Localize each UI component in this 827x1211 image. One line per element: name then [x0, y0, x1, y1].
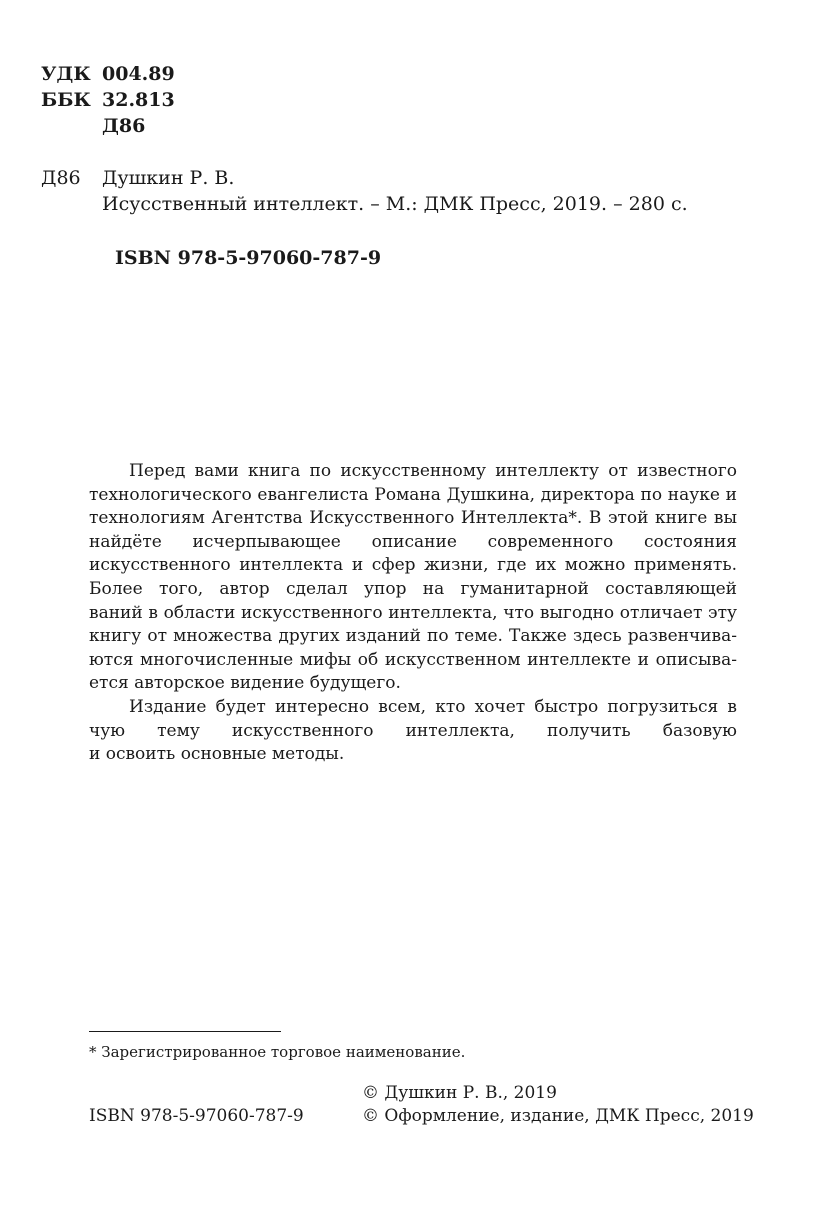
- abstract-line: и освоить основные методы.: [89, 744, 345, 765]
- abstract-line: технологического евангелиста Романа Душкина, директора по науке и: [89, 484, 737, 505]
- abstract-line: технологиям Агентства Искусственного Интеллекта*. В этой книге вы: [89, 508, 737, 529]
- abstract-line: ется авторское видение будущего.: [89, 673, 401, 694]
- author-mark-value: Д86: [102, 115, 146, 137]
- udk-value: 004.89: [102, 63, 175, 85]
- bbk-value: 32.813: [102, 89, 175, 111]
- footnote-rule: [89, 1031, 281, 1032]
- abstract-line: Издание будет интересно всем, кто хочет быстро погрузиться в: [129, 696, 737, 717]
- udk-code: УДК: [41, 63, 91, 85]
- entry-title: Исусственный интеллект. – М.: ДМК Пресс, 2019. – 280 с.: [102, 193, 688, 215]
- copyright-publisher: © Оформление, издание, ДМК Пресс, 2019: [362, 1106, 754, 1126]
- copyright-author: © Душкин Р. В., 2019: [362, 1083, 557, 1103]
- abstract-line: книгу от множества других изданий по теме. Также здесь развенчива-: [89, 626, 737, 647]
- footnote: * Зарегистрированное торговое наименование.: [89, 1043, 466, 1061]
- isbn-footer: ISBN 978-5-97060-787-9: [89, 1106, 304, 1126]
- entry-code: Д86: [41, 167, 81, 189]
- bbk-row: [41, 87, 181, 113]
- udk-row: [41, 61, 181, 87]
- abstract-line: найдёте исчерпывающее описание современного состояния: [89, 531, 737, 552]
- abstract-line: ваний в области искусственного интеллекта, что выгодно отличает эту: [89, 602, 737, 623]
- bbk-code: ББК: [41, 89, 91, 111]
- author-mark-row: [41, 113, 181, 139]
- abstract-line: чую тему искусственного интеллекта, получить базовую: [89, 720, 737, 741]
- abstract: [89, 460, 737, 767]
- abstract-line: Перед вами книга по искусственному интеллекту от известного: [129, 461, 737, 481]
- abstract-line: Более того, автор сделал упор на гуманитарной составляющей: [89, 578, 737, 599]
- isbn-header: ISBN 978-5-97060-787-9: [115, 247, 382, 269]
- abstract-line: искусственного интеллекта и сфер жизни, где их можно применять.: [89, 555, 737, 576]
- entry-author: Душкин Р. В.: [102, 167, 235, 189]
- abstract-line: ются многочисленные мифы об искусственном интеллекте и описыва-: [89, 649, 737, 670]
